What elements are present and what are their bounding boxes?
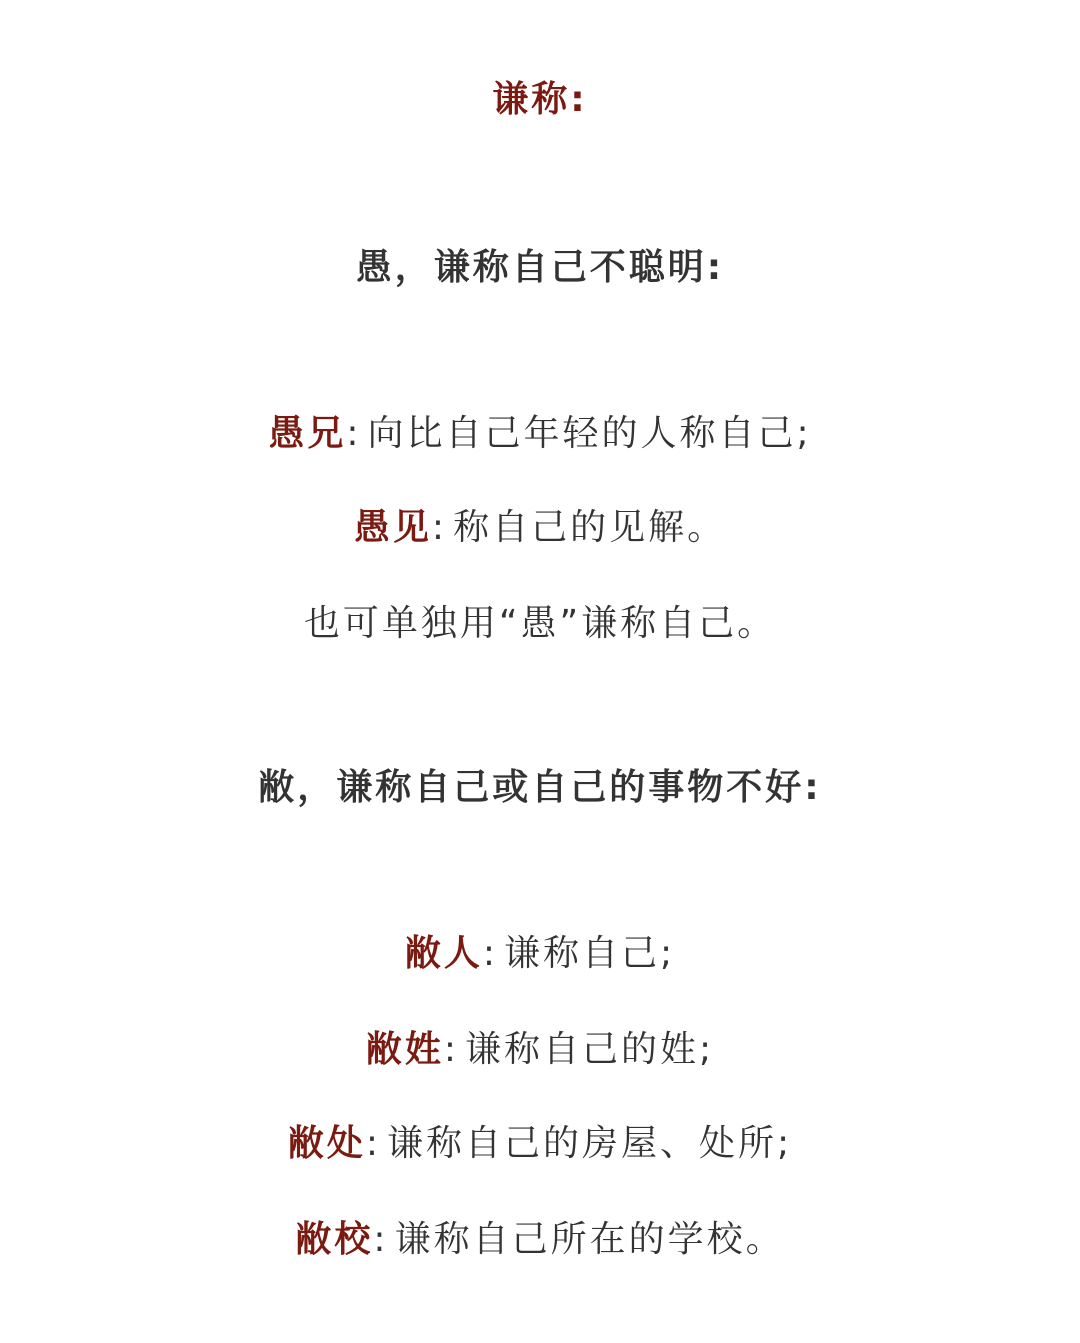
entry-definition: 谦称自己的房屋、处所; [387,1123,793,1164]
entry-bi-ren [0,932,1080,976]
entry-colon: : [482,933,498,974]
entry-definition: 谦称自己; [504,933,676,974]
entry-term: 愚兄 [268,413,347,454]
entry-colon: : [443,1029,459,1070]
entry-colon: : [373,1219,389,1260]
entry-term: 敝人 [404,933,483,974]
entry-definition: 向比自己年轻的人称自己; [367,413,812,454]
entry-definition: 称自己的见解。 [453,507,727,548]
entry-colon: : [431,507,448,548]
entry-colon: : [365,1123,381,1164]
section-note-yu: 也可单独用“愚”谦称自己。 [303,603,777,644]
entry-term: 敝姓 [365,1029,444,1070]
entry-colon: : [346,413,362,454]
page-title: 谦称: [492,79,588,120]
entry-term: 敝处 [287,1123,366,1164]
entry-bi-xiao [0,1218,1080,1262]
entry-bi-chu [0,1122,1080,1166]
entry-yu-jian [0,506,1080,550]
section-heading-yu: 愚，谦称自己不聪明: [355,247,725,288]
entry-definition: 谦称自己所在的学校。 [394,1219,785,1260]
entry-yu-xiong [0,412,1080,456]
entry-term: 愚见 [353,507,432,548]
section-heading-bi: 敝，谦称自己或自己的事物不好: [258,767,822,808]
entry-bi-xing [0,1028,1080,1072]
entry-term: 敝校 [295,1219,374,1260]
entry-definition: 谦称自己的姓; [465,1029,715,1070]
